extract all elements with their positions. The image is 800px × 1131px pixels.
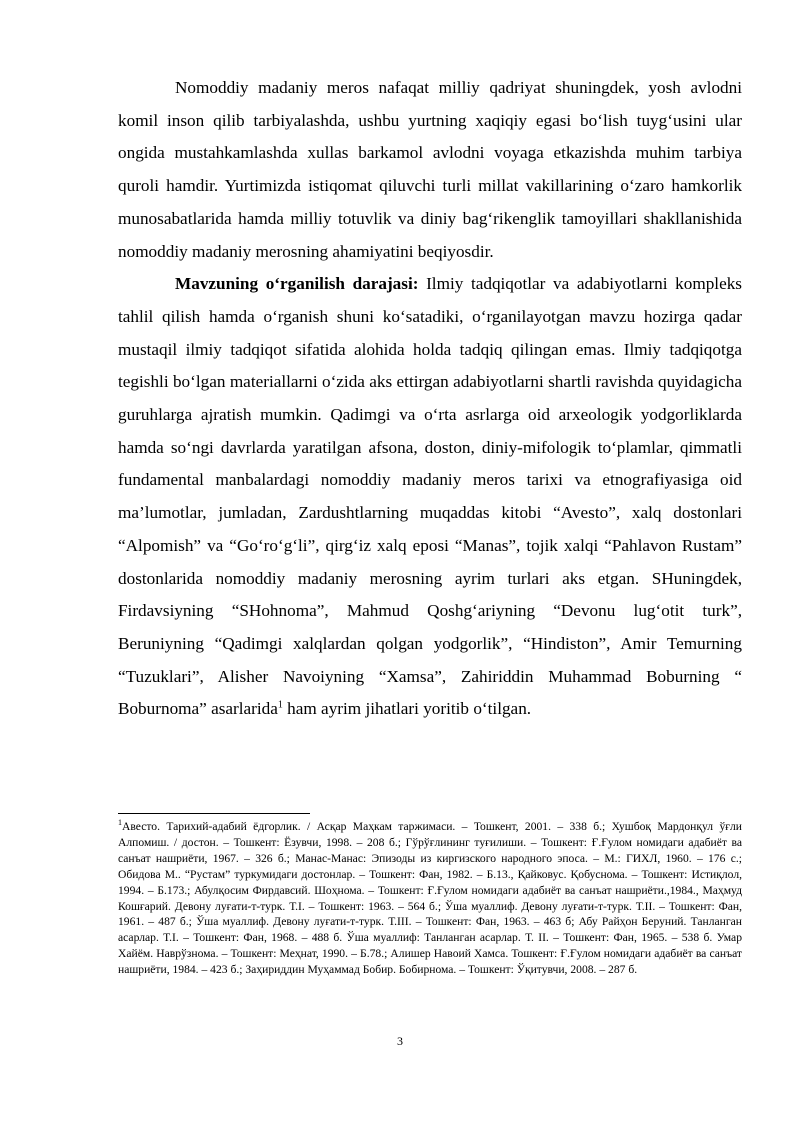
paragraph-intro: Nomoddiy madaniy meros nafaqat milliy qadriyat shuningdek, yosh avlodni komil inson qilib tarbiyalashda, ushbu yurtning xaqiqiy egasi bo‘lish tuyg‘usini ular ongida mustahkamlashda xullas barkamol avlodni voyaga etkazishda muhim tarbiya quroli hamdir. Yurtimizda istiqomat qiluvchi turli millat vakillarining o‘zaro hamkorlik munosabatlarida hamda milliy totuvlik va diniy bag‘rikenglik tamoyillari shakllanishida nomoddiy madaniy merosning ahamiyatini beqiyosdir.	[118, 78, 742, 261]
paragraph-body: Ilmiy tadqiqotlar va adabiyotlarni kompleks tahlil qilish hamda o‘rganish shuni ko‘satadiki, o‘rganilayotgan mavzu hozirga qadar mustaqil ilmiy tadqiqot sifatida alohida holda tadqiq qilingan emas. Ilmiy tadqiqotga tegishli bo‘lgan materiallarni o‘zida aks ettirgan adabiyotlarni shartli ravishda quyidagicha guruhlarga ajratish mumkin. Qadimgi va o‘rta asrlarga oid arxeologik yodgorliklarda hamda so‘ngi davrlarda yaratilgan afsona, doston, diniy-mifologik to‘plamlar, qimmatli fundamental manbalardagi nomoddiy madaniy meros tarixi va etnografiyasiga oid ma’lumotlar, jumladan, Zardushtlarning muqaddas kitobi “Avesto”, xalq dostonlari “Alpomish” va “Go‘ro‘g‘li”, qirg‘iz xalq eposi “Manas”, tojik xalqi “Pahlavon Rustam” dostonlarida nomoddiy madaniy merosning ayrim turlari aks etgan. SHuningdek, Firdavsiyning “SHohnoma”, Mahmud Qoshg‘ariyning “Devonu lug‘otit turk”, Beruniyning “Qadimgi xalqlardan qolgan yodgorlik”, “Hindiston”, Amir Temurning “Tuzuklari”, Alisher Navoiyning “Xamsa”, Zahiriddin Muhammad Boburning “ Boburnoma” asarlarida	[118, 274, 742, 719]
footnote-mark: 1	[118, 818, 122, 828]
paragraph-heading: Mavzuning o‘rganilish darajasi:	[175, 274, 419, 294]
paragraph-study-level	[118, 268, 742, 726]
footnote-reference[interactable]: 1	[277, 699, 283, 711]
footnote-text: Авесто. Тарихий-адабий ёдгорлик. / Асқар Маҳкам таржимаси. – Тошкент, 2001. – 338 б.; Хушбоқ Мардонқул ўғли Алпомиш. / достон. – Тошкент: Ёзувчи, 1998. – 208 б.; Гўрўғлининг туғилиши. – Тошкент: Ғ.Ғулом номидаги адабиёт ва санъат нашриёти, 1967. – 326 б.; Манас-Манас: Эпизоды из киргизского народного эпоса. – М.: ГИХЛ, 1960. – 176 с.; Обидова М.. “Рустам” туркумидаги достонлар. – Тошкент: Фан, 1982. – Б.13., Қайковус. Қобуснома. – Тошкент: Истиқлол, 1994. – Б.173.; Абулқосим Фирдавсий. Шоҳнома. – Тошкент: Ғ.Ғулом номидаги адабиёт ва санъат нашриёти.,1984., Маҳмуд Кошғарий. Девону луғати-т-турк. Т.I. – Тошкент: 1963. – 564 б.; Ўша муаллиф. Девону луғати-т-турк. Т.II. – Тошкент: Фан, 1961. – 487 б.; Ўша муаллиф. Девону луғати-т-турк. Т.III. – Тошкент: Фан, 1963. – 463 б; Абу Райҳон Беруний. Танланган асарлар. Т.I. – Тошкент: Фан, 1968. – 488 б. Ўша муаллиф: Танланган асарлар. Т. II. – Тошкент: Фан, 1965. – 538 б. Умар Хайём. Наврўзнома. – Тошкент: Меҳнат, 1990. – Б.78.; Алишер Навоий Хамса. Тошкент: Ғ.Ғулом номидаги адабиёт ва санъат нашриёти, 1984. – 423 б.; Заҳириддин Муҳаммад Бобир. Бобирнома. – Тошкент: Ўқитувчи, 2008. – 287 б.	[118, 820, 742, 977]
footnote-separator	[118, 813, 310, 814]
footnote	[118, 819, 742, 978]
paragraph-tail: ham ayrim jihatlari yoritib o‘tilgan.	[282, 699, 532, 719]
page-number: 3	[397, 1034, 403, 1048]
main-text	[118, 72, 742, 726]
